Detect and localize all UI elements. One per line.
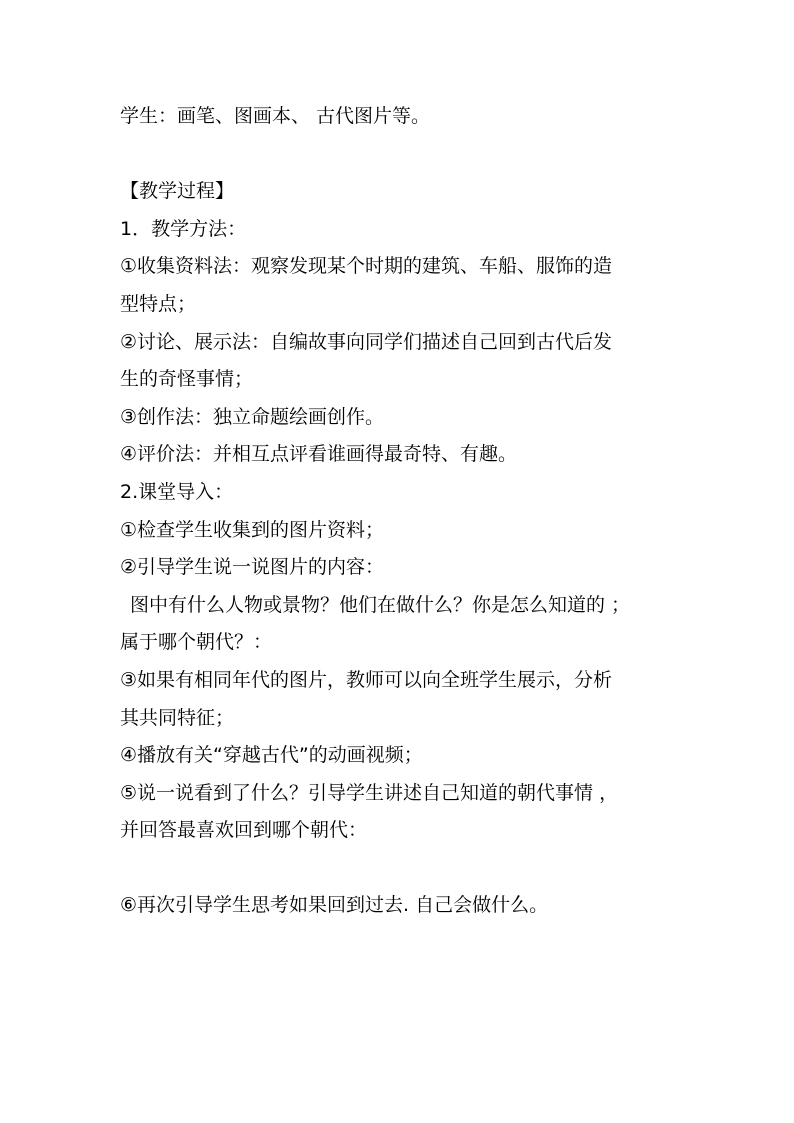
method-item-1: ①收集资料法：观察发现某个时期的建筑、车船、服饰的造	[120, 255, 613, 278]
method-item-2-continued: 生的奇怪事情；	[120, 368, 254, 391]
methods-heading: 1．教学方法：	[120, 217, 247, 240]
intro-heading: 2.课堂导入：	[120, 480, 234, 503]
intro-step-2-detail: 图中有什么人物或景物？他们在做什么？你是怎么知道的 ；	[130, 593, 631, 616]
blank-line	[120, 136, 680, 174]
materials-line: 学生：画笔、图画本、 古代图片等。	[120, 105, 431, 127]
intro-step-2: ②引导学生说一说图片的内容：	[120, 556, 385, 579]
intro-step-5-continued: 并回答最喜欢回到哪个朝代：	[120, 819, 368, 842]
method-item-3: ③创作法：独立命题绘画创作。	[120, 405, 385, 428]
intro-step-4: ④播放有关“穿越古代”的动画视频；	[120, 744, 423, 767]
intro-step-6: ⑥再次引导学生思考如果回到过去. 自己会做什么。	[120, 894, 549, 917]
method-item-2: ②讨论、展示法：自编故事向同学们描述自己回到古代后发	[120, 330, 613, 353]
intro-step-1: ①检查学生收集到的图片资料；	[120, 518, 385, 541]
intro-step-5: ⑤说一说看到了什么？引导学生讲述自己知道的朝代事情 ，	[120, 781, 619, 804]
document-body	[120, 98, 680, 925]
intro-step-2-detail-continued: 属于哪个朝代？：	[120, 631, 273, 654]
blank-line	[120, 850, 680, 888]
method-item-1-continued: 型特点；	[120, 292, 197, 315]
section-heading: 【教学过程】	[120, 180, 235, 203]
method-item-4: ④评价法：并相互点评看谁画得最奇特、有趣。	[120, 443, 518, 466]
intro-step-3: ③如果有相同年代的图片，教师可以向全班学生展示，分析	[120, 668, 613, 691]
intro-step-3-continued: 其共同特征；	[120, 706, 235, 729]
